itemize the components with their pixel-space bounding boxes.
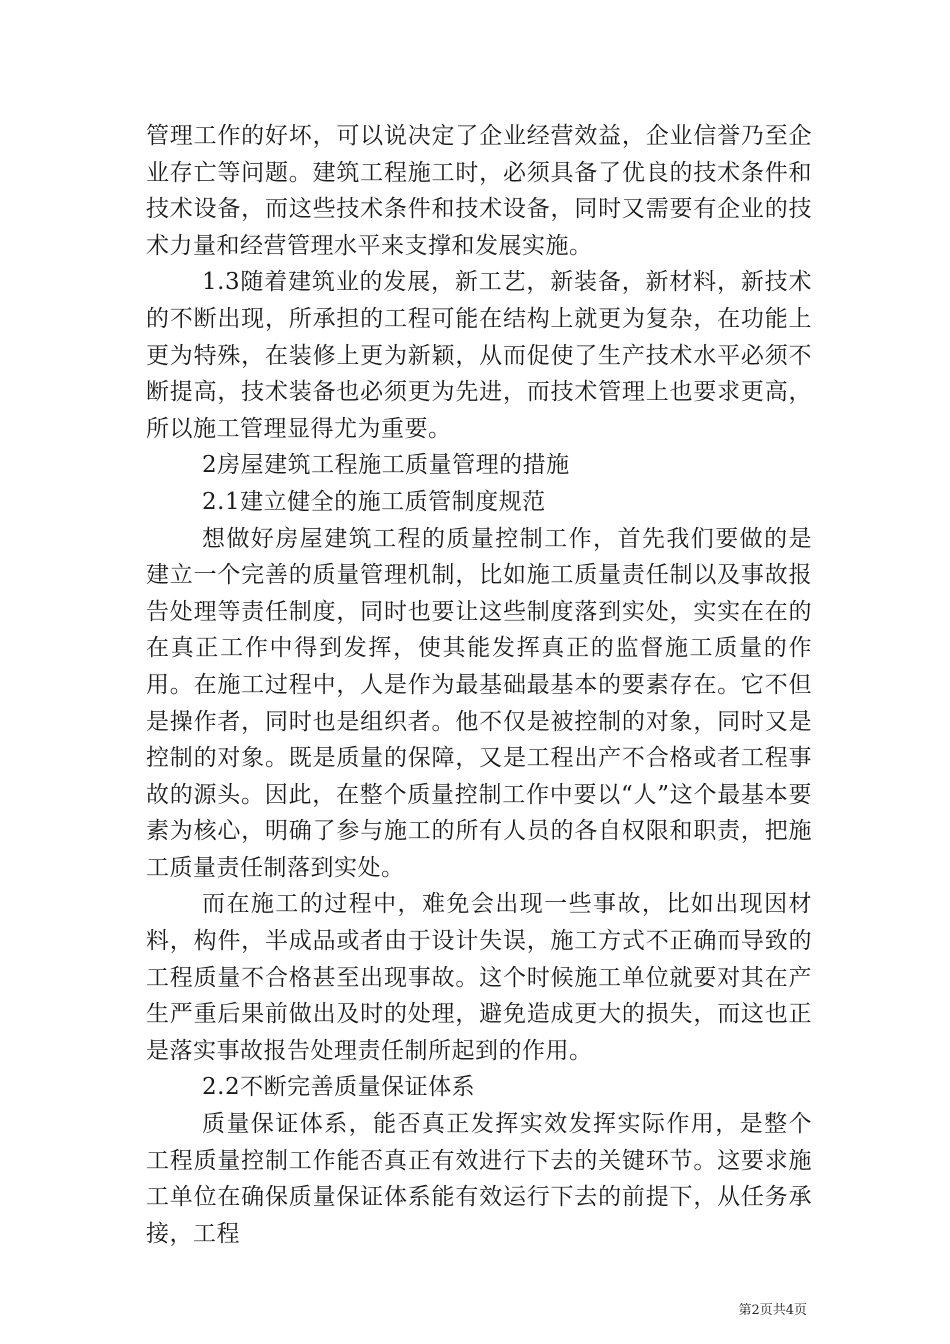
section-heading-2: 2房屋建筑工程施工质量管理的措施 — [202, 452, 570, 479]
page-number-footer: 第2页共4页 — [738, 1303, 807, 1318]
paragraph-accident-handling: 而在施工的过程中，难免会出现一些事故，比如出现因材料，构件，半成品或者由于设计失误，施工方式不正确而导致的工程质量不合格甚至出现事故。这个时候施工单位就要对其在产生严重后果前做出及时的处理，避免造成更大的损失，而这也正是落实事故报告处理责任制所起到的作用。 — [146, 891, 812, 1064]
section-heading-2-1: 2.1建立健全的施工质管制度规范 — [202, 488, 546, 515]
paragraph-quality-assurance: 质量保证体系，能否真正发挥实效发挥实际作用，是整个工程质量控制工作能否真正有效进行下去的关键环节。这要求施工单位在确保质量保证体系能有效运行下去的前提下，从任务承接，工程 — [146, 1111, 812, 1247]
section-heading-2-2: 2.2不断完善质量保证体系 — [202, 1074, 476, 1101]
document-body — [146, 118, 812, 1252]
paragraph-quality-mechanism: 想做好房屋建筑工程的质量控制工作，首先我们要做的是建立一个完善的质量管理机制，比如施工质量责任制以及事故报告处理等责任制度，同时也要让这些制度落到实处，实实在在的在真正工作中得到发挥，使其能发挥真正的监督施工质量的作用。在施工过程中，人是作为最基础最基本的要素存在。它不但是操作者，同时也是组织者。他不仅是被控制的对象，同时又是控制的对象。既是质量的保障，又是工程出产不合格或者工程事故的源头。因此，在整个质量控制工作中要以“人”这个最基本要素为核心，明确了参与施工的所有人员的各自权限和职责，把施工质量责任制落到实处。 — [146, 525, 812, 881]
paragraph-1-3-development: 1.3随着建筑业的发展，新工艺，新装备，新材料，新技术的不断出现，所承担的工程可能在结构上就更为复杂，在功能上更为特殊，在装修上更为新颖，从而促使了生产技术水平必须不断提高，技术装备也必须更为先进，而技术管理上也要求更高，所以施工管理显得尤为重要。 — [146, 269, 812, 442]
paragraph-management-continuation: 管理工作的好坏，可以说决定了企业经营效益，企业信誉乃至企业存亡等问题。建筑工程施工时，必须具备了优良的技术条件和技术设备，而这些技术条件和技术设备，同时又需要有企业的技术力量和经营管理水平来支撑和发展实施。 — [146, 123, 812, 259]
